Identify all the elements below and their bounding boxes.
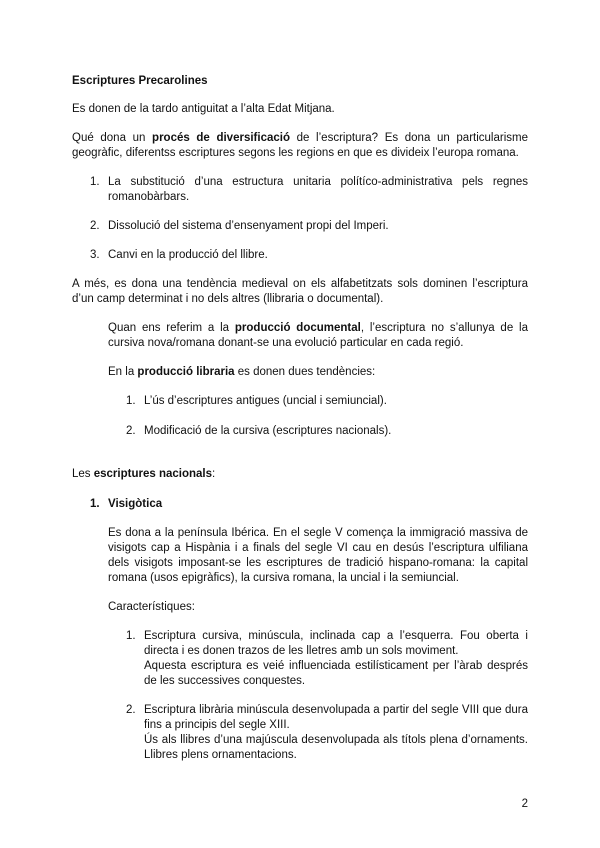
list-number: 2. — [90, 220, 100, 232]
paragraph-diversification: Qué dona un procés de diversificació de l’escriptura? Es dona un particularisme geogràfic, diferentss escriptures segons les regions en que es divideix l’europa romana. — [72, 132, 528, 159]
bold-term: procés de diversificació — [152, 132, 290, 144]
paragraph-nacionals: Les escriptures nacionals: — [72, 468, 216, 480]
list-text: Canvi en la producció del llibre. — [108, 249, 268, 261]
list-text: Dissolució del sistema d’ensenyament propi del Imperi. — [108, 220, 389, 232]
list-text: Modificació de la cursiva (escriptures nacionals). — [144, 425, 392, 437]
paragraph-documental: Quan ens referim a la producció documental, l’escriptura no s’allunya de la cursiva nova/romana donant-se una evolució particular en cada regió. — [108, 322, 528, 349]
list-number: 2. — [126, 425, 136, 437]
list-number: 2. — [126, 704, 136, 716]
list-item — [90, 248, 528, 264]
section-title: Visigòtica — [108, 498, 163, 510]
page-number: 2 — [521, 798, 528, 810]
list-item — [126, 703, 528, 765]
bold-term: producció documental — [234, 322, 361, 334]
section-number: 1. — [90, 498, 100, 510]
list-text: Ús als llibres d’una majúscula desenvolupada als títols plena d’ornaments. Llibres plens ornamentacions. — [144, 734, 528, 761]
paragraph-characteristics: Característiques: — [108, 601, 195, 613]
list-number: 1. — [126, 630, 136, 642]
list-number: 3. — [90, 249, 100, 261]
page-title: Escriptures Precarolines — [72, 75, 208, 87]
list-text: L’ús d’escriptures antigues (uncial i semiuncial). — [144, 395, 387, 407]
section-heading — [90, 497, 528, 513]
list-item — [90, 219, 528, 235]
paragraph-tendency: A més, es dona una tendència medieval on els alfabetitzats sols dominen l’escriptura d’un camp determinat i no dels altres (llibraria o documental). — [72, 278, 528, 305]
paragraph-intro: Es donen de la tardo antiguitat a l’alta Edat Mitjana. — [72, 103, 335, 115]
paragraph-libraria: En la producció libraria es donen dues tendències: — [108, 366, 376, 378]
list-number: 1. — [126, 395, 136, 407]
list-text: La substitució d’una estructura unitaria polítíco-administrativa pels regnes romanobàrbars. — [108, 176, 528, 203]
list-text: Escriptura librària minúscula desenvolupada a partir del segle VIII que dura fins a principis del segle XIII. — [144, 704, 528, 731]
list-number: 1. — [90, 176, 100, 188]
bold-term: producció libraria — [137, 366, 235, 378]
list-text: Aquesta escriptura es veié influenciada estilísticament per l’àrab després de les successives conquestes. — [144, 660, 528, 687]
list-item — [126, 629, 528, 691]
bold-term: escriptures nacionals — [93, 468, 212, 480]
list-item — [126, 424, 528, 440]
list-text: Escriptura cursiva, minúscula, inclinada cap a l’esquerra. Fou oberta i directa i es donen trazos de les lletres amb un sols moviment. — [144, 630, 528, 657]
paragraph-visigothic: Es dona a la península Ibérica. En el segle V comença la immigració massiva de visigots cap a Hispània i a finals del segle VI cau en desús l’escriptura ulfiliana dels visigots imposant-se les escriptures de tradició hispano-romana: la capital romana (usos epigràfics), la cursiva romana, la uncial i la semiuncial. — [108, 527, 528, 584]
list-item — [126, 394, 528, 410]
list-item — [90, 175, 528, 207]
